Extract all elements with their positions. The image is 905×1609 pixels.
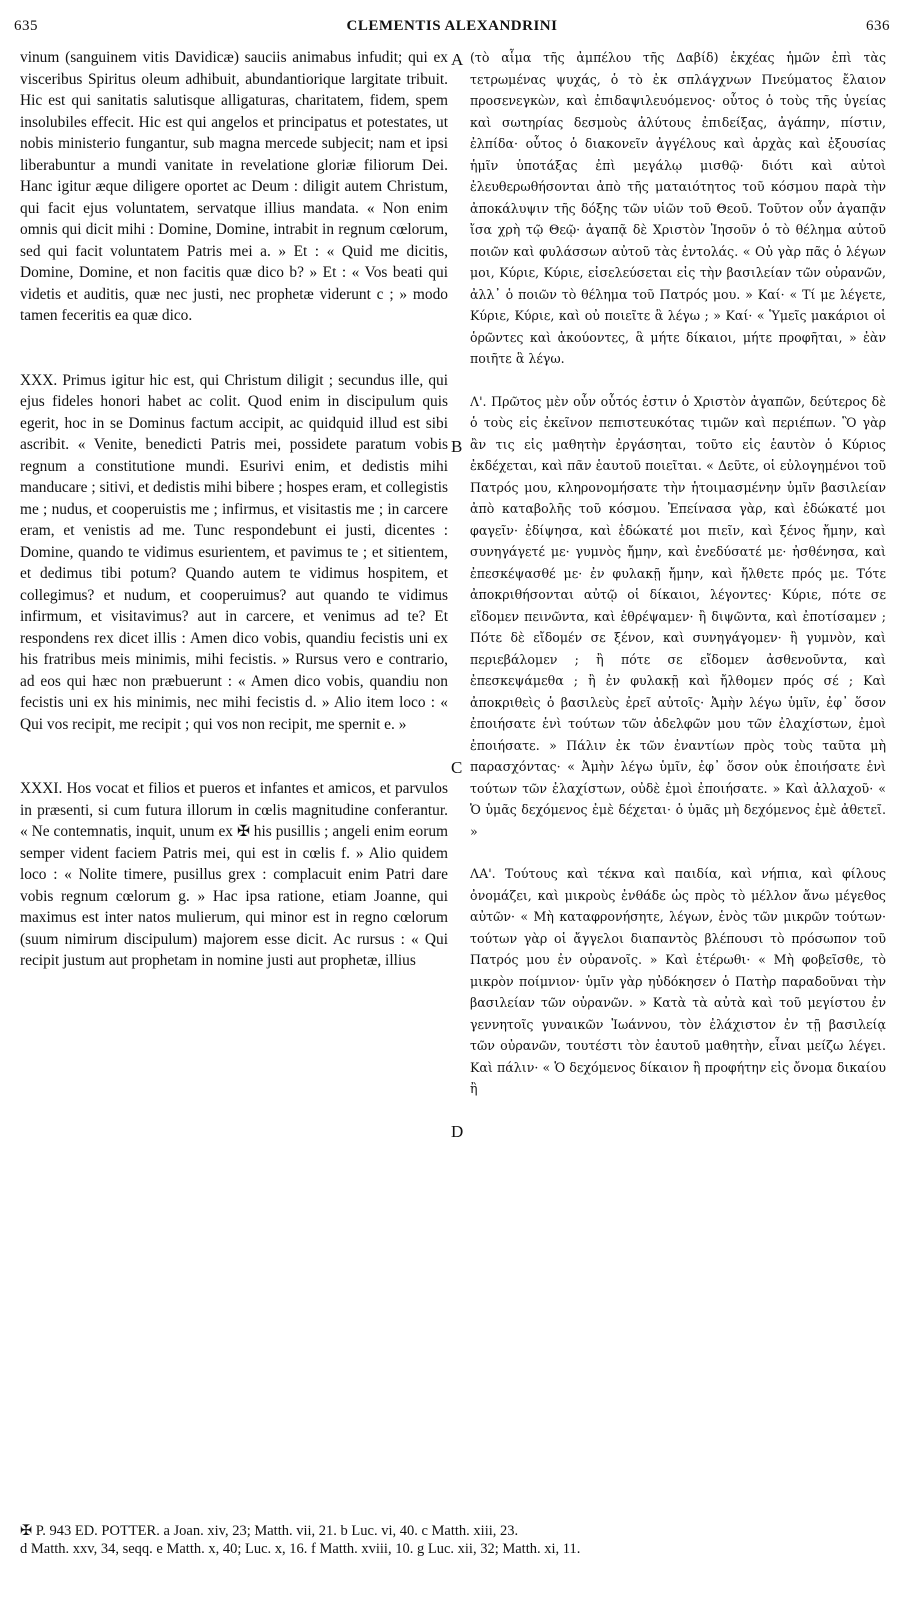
page-number-left: 635	[14, 18, 38, 34]
margin-marker-a: A	[451, 50, 464, 69]
latin-chapter-xxxi: XXXI. Hos vocat et filios et pueros et infantes et amicos, et parvulos in præsenti, si cum futura illorum in cœlis magnitudine conferantur. « Ne contemnatis, inquit, unum ex ✠ his pusillis ; angeli enim eorum semper vident faciem Patris mei, qui est in cœlis f. » Alio quidem loco : « Nolite timere, pusillus grex : complacuit enim Patri dare vobis regnum cœlorum g. » Hac ipsa ratione, etiam Joanne, qui maximus est inter natos mulierum, qui minor est in regno cœlorum (suum nimirum discipulum) majorem esse dicit. Ac rursus : « Qui recipit justum aut prophetam in nomine justi aut prophetæ, illius	[20, 780, 448, 969]
page-number-right: 636	[866, 18, 890, 34]
running-title: CLEMENTIS ALEXANDRINI	[346, 18, 558, 34]
footnote-line-2: d Matth. xxv, 34, seqq. e Matth. x, 40; Luc. x, 16. f Matth. xviii, 10. g Luc. xii, 32; Matth. xi, 11.	[20, 1541, 581, 1557]
margin-marker-c: C	[451, 758, 463, 777]
margin-marker-b: B	[451, 437, 463, 456]
latin-paragraph-continuation: vinum (sanguinem vitis Davidicæ) sauciis animabus infudit; qui ex visceribus Spiritus oleum adhibuit, abundantiorique largitate tribuit. Hic est qui sanitatis salutisque alligaturas, charitatem, fidem, spem insolubiles effecit. Hic est qui angelos et principatus et potestates, ut nobis ministerio fungantur, sub magna mercede subjecit; nam et ipsi liberabuntur a mundi vanitate in revelatione gloriæ filiorum Dei. Hanc igitur æque diligere oportet ac Deum : diligit autem Christum, qui facit ejus voluntatem, servatque illius mandata. « Non enim omnis qui dicit mihi : Domine, Domine, intrabit in regnum cœlorum, sed qui facit voluntatem Patris mei a. » Et : « Quid me dicitis, Domine, Domine, et non facitis quæ dico b? » Et : « Vos beati qui videtis et auditis, quæ nec justi, nec prophetæ viderunt c ; » modo tamen feceritis ea quæ dico.	[20, 49, 448, 324]
latin-column	[20, 47, 448, 972]
greek-paragraph-continuation: (τὸ αἷμα τῆς ἀμπέλου τῆς Δαβίδ) ἐκχέας ἡμῶν ἐπὶ τὰς τετρωμένας ψυχάς, ὁ τὸ ἐκ σπλάγχνων Πνεύματος ἔλαιον προσενεγκὼν, καὶ ἐπιδαψιλευόμενος· οὗτος ὁ τοὺς τῆς ὑγείας καὶ σωτηρίας δεσμοὺς ἀλύτους ἐπιδείξας, ἀγάπην, πίστιν, ἐλπίδα· οὗτος ὁ διακονεῖν ἀγγέλους καὶ ἀρχὰς καὶ ἐξουσίας ἡμῖν ὑποτάξας ἐπὶ μεγάλῳ μισθῷ· διότι καὶ αὐτοὶ ἐλευθερωθήσονται ἀπὸ τῆς ματαιότητος τοῦ κόσμου παρὰ τὴν ἀποκάλυψιν τῆς δόξης τῶν υἱῶν τοῦ Θεοῦ. Τοῦτον οὖν ἀγαπᾷν ἴσα χρὴ τῷ Θεῷ· ἀγαπᾷ δὲ Χριστὸν Ἰησοῦν ὁ τὸ θέλημα αὐτοῦ ποιῶν καὶ φυλάσσων αὐτοῦ τὰς ἐντολάς. « Οὐ γὰρ πᾶς ὁ λέγων μοι, Κύριε, Κύριε, εἰσελεύσεται εἰς τὴν βασιλείαν τῶν οὐρανῶν, ἀλλ᾿ ὁ ποιῶν τὸ θέλημα τοῦ Πατρός μου. » Καί· « Τί με λέγετε, Κύριε, Κύριε, καὶ οὐ ποιεῖτε ἃ λέγω ; » Καί· « Ὑμεῖς μακάριοι οἱ ὁρῶντες καὶ ἀκούοντες, ἃ μήτε δίκαιοι, μήτε προφῆται, » ἐὰν ποιῆτε ἃ λέγω.	[470, 50, 886, 366]
latin-chapter-xxx: XXX. Primus igitur hic est, qui Christum diligit ; secundus ille, qui ejus fideles honori habet ac colit. Quod enim in discipulum quis egerit, hoc in se Dominus factum accipit, ac quidquid illud est sibi ascribit. « Venite, benedicti Patris mei, possidete paratum vobis regnum a constitutione mundi. Esurivi enim, et dedistis mihi manducare ; sitivi, et dedistis mihi bibere ; hospes eram, et collegistis me ; nudus, et cooperuistis me ; infirmus, et visitastis me ; in carcere eram, et venistis ad me. Tunc respondebunt ei justi, dicentes : Domine, quando te vidimus esurientem, et pavimus te ; et sitientem, et dedimus tibi potum? Quando autem te vidimus hospitem, et collegimus? et nudum, et cooperuimus? aut quando te vidimus infirmum, et visitavimus? aut in carcere, et venimus ad te? Et respondens rex dicet illis : Amen dico vobis, quandiu fecistis uni ex his fratribus meis minimis, mihi fecistis. » Rursus vero e contrario, ad eos qui hæc non præbuerunt : « Amen dico vobis, quandiu non fecistis uni ex his minimis, nec mihi fecistis d. » Alio item loco : « Qui vos recipit, me recipit ; qui vos non recipit, me spernit e. »	[20, 371, 448, 733]
margin-marker-d: D	[451, 1122, 464, 1141]
page-header	[14, 18, 890, 40]
footnote-line-1: ✠ P. 943 ED. POTTER. a Joan. xiv, 23; Matth. vii, 21. b Luc. vi, 40. c Matth. xiii, 23.	[20, 1523, 519, 1539]
greek-chapter-lambda: Λ'. Πρῶτος μὲν οὖν οὗτός ἐστιν ὁ Χριστὸν ἀγαπῶν, δεύτερος δὲ ὁ τοὺς εἰς ἐκεῖνον πεπιστευκότας τιμῶν καὶ περιέπων. Ὃ γὰρ ἂν τις εἰς μαθητὴν ἐργάσηται, τοῦτο εἰς ἑαυτὸν ὁ Κύριος ἐκδέχεται, καὶ πᾶν ἑαυτοῦ ποιεῖται. « Δεῦτε, οἱ εὐλογημένοι τοῦ Πατρός μου, κληρονομήσατε τὴν ἡτοιμασμένην ὑμῖν βασιλείαν ἀπὸ καταβολῆς τοῦ κόσμου. Ἐπείνασα γὰρ, καὶ ἐδώκατέ μοι φαγεῖν· ἐδίψησα, καὶ ἐδώκατέ μοι πιεῖν, καὶ ξένος ἤμην, καὶ συνηγάγετέ με· γυμνὸς ἤμην, καὶ ἐνεδύσατέ με· ἠσθένησα, καὶ ἐπεσκέψασθέ με· ἐν φυλακῇ ἤμην, καὶ ἤλθετε πρός με. Τότε ἀποκριθήσονται αὐτῷ οἱ δίκαιοι, λέγοντες· Κύριε, πότε σε εἴδομεν πεινῶντα, καὶ ἐθρέψαμεν· ἢ διψῶντα, καὶ ἐποτίσαμεν ; Πότε δὲ εἴδομέν σε ξένον, καὶ συνηγάγομεν· ἢ γυμνὸν, καὶ περιεβάλομεν ; ἢ πότε σε εἴδομεν ἀσθενοῦντα, καὶ ἐπεσκεψάμεθα ; ἢ ἐν φυλακῇ καὶ ἤλθομεν πρός σέ ; Καὶ ἀποκριθεὶς ὁ βασιλεὺς ἐρεῖ αὐτοῖς· Ἀμὴν λέγω ὑμῖν, ἐφ᾿ ὅσον ἐποιήσατε ἑνὶ τούτων τῶν ἀδελφῶν μου τῶν ἐλαχίστων, ἐμοὶ ἐποιήσατε. » Πάλιν ἐκ τῶν ἐναντίων πρὸς τοὺς ταῦτα μὴ παρασχόντας· « Ἀμὴν λέγω ὑμῖν, ἐφ᾿ ὅσον οὐκ ἐποιήσατε ἑνὶ τούτων τῶν ἐλαχίστων, οὐδὲ ἐμοὶ ἐποιήσατε. » Καὶ ἀλλαχοῦ· « Ὁ ὑμᾶς δεχόμενος ἐμὲ δέχεται· ὁ ὑμᾶς μὴ δεχόμενος ἐμὲ ἀθετεῖ. »	[470, 393, 886, 839]
greek-column	[470, 47, 886, 1100]
greek-chapter-lambda-alpha: ΛΑ'. Τούτους καὶ τέκνα καὶ παιδία, καὶ νήπια, καὶ φίλους ὀνομάζει, καὶ μικροὺς ἐνθάδε ὡς πρὸς τὸ μέλλον ἄνω μέγεθος αὐτῶν· « Μὴ καταφρονήσητε, λέγων, ἑνὸς τῶν μικρῶν τούτων· τούτων γὰρ οἱ ἄγγελοι διαπαντὸς βλέπουσι τὸ πρόσωπον τοῦ Πατρός μου ἐν οὐρανοῖς. » Καὶ ἑτέρωθι· « Μὴ φοβεῖσθε, τὸ μικρὸν ποίμνιον· ὑμῖν γὰρ ηὐδόκησεν ὁ Πατὴρ παραδοῦναι τὴν βασιλείαν τῶν οὐρανῶν. » Κατὰ τὰ αὐτὰ καὶ τοῦ μεγίστου ἐν γεννητοῖς γυναικῶν Ἰωάννου, τὸν ἐλάχιστον ἐν τῇ βασιλείᾳ τῶν οὐρανῶν, τουτέστι τὸν ἑαυτοῦ μαθητὴν, εἶναι μείζω λέγει. Καὶ πάλιν· « Ὁ δεχόμενος δίκαιον ἢ προφήτην εἰς ὄνομα δικαίου ἢ	[470, 866, 886, 1096]
footnotes	[20, 1522, 886, 1558]
